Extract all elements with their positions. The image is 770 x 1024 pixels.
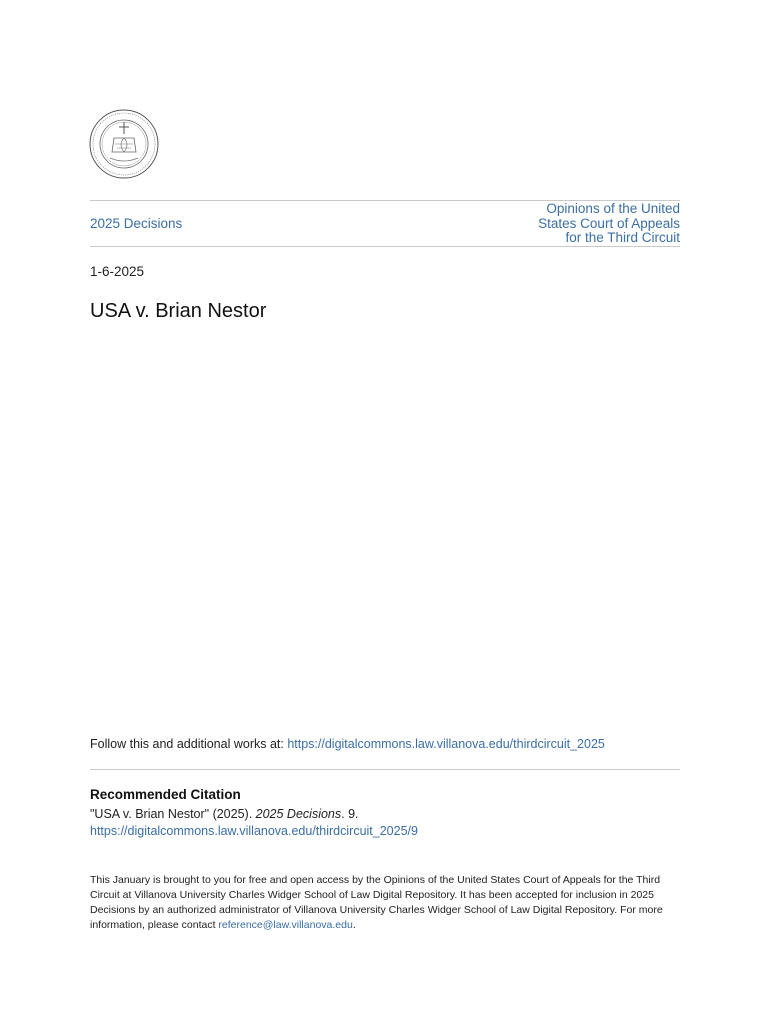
follow-line [90,737,605,751]
document-title: USA v. Brian Nestor [90,300,267,322]
document-date: 1-6-2025 [90,264,145,279]
follow-prefix: Follow this and additional works at: [90,737,288,751]
citation-collection: 2025 Decisions [255,807,342,821]
access-notice-end: . [352,919,356,931]
follow-rule [90,769,680,770]
citation-prefix: "USA v. Brian Nestor" (2025). [90,807,256,821]
collection-link[interactable]: 2025 Decisions [90,216,183,231]
series-link[interactable] [510,202,680,246]
series-line-2: States Court of Appeals [538,215,680,231]
access-notice [90,873,675,933]
header-bottom-rule [90,246,680,247]
series-line-3: for the Third Circuit [565,230,680,245]
citation-text [90,807,359,821]
contact-email-link[interactable]: reference@law.villanova.edu [218,919,353,931]
access-notice-body: This January is brought to you for free and open access by the Opinions of the United States Court of Appeals for the Third Circuit at Villanova University Charles Widger School of Law Digital Repository. It has been accepted for inclusion in 2025 Decisions by an authorized administrator of Villanova University Charles Widger School of Law Digital Repository. For more information, please contact [90,874,663,931]
citation-heading: Recommended Citation [90,787,241,802]
citation-link[interactable]: https://digitalcommons.law.villanova.edu/thirdcircuit_2025/9 [90,824,418,838]
university-seal-icon [88,108,160,180]
series-line-1: Opinions of the United [546,201,680,216]
citation-suffix: . 9. [341,807,359,821]
follow-link[interactable]: https://digitalcommons.law.villanova.edu/thirdcircuit_2025 [287,737,605,751]
